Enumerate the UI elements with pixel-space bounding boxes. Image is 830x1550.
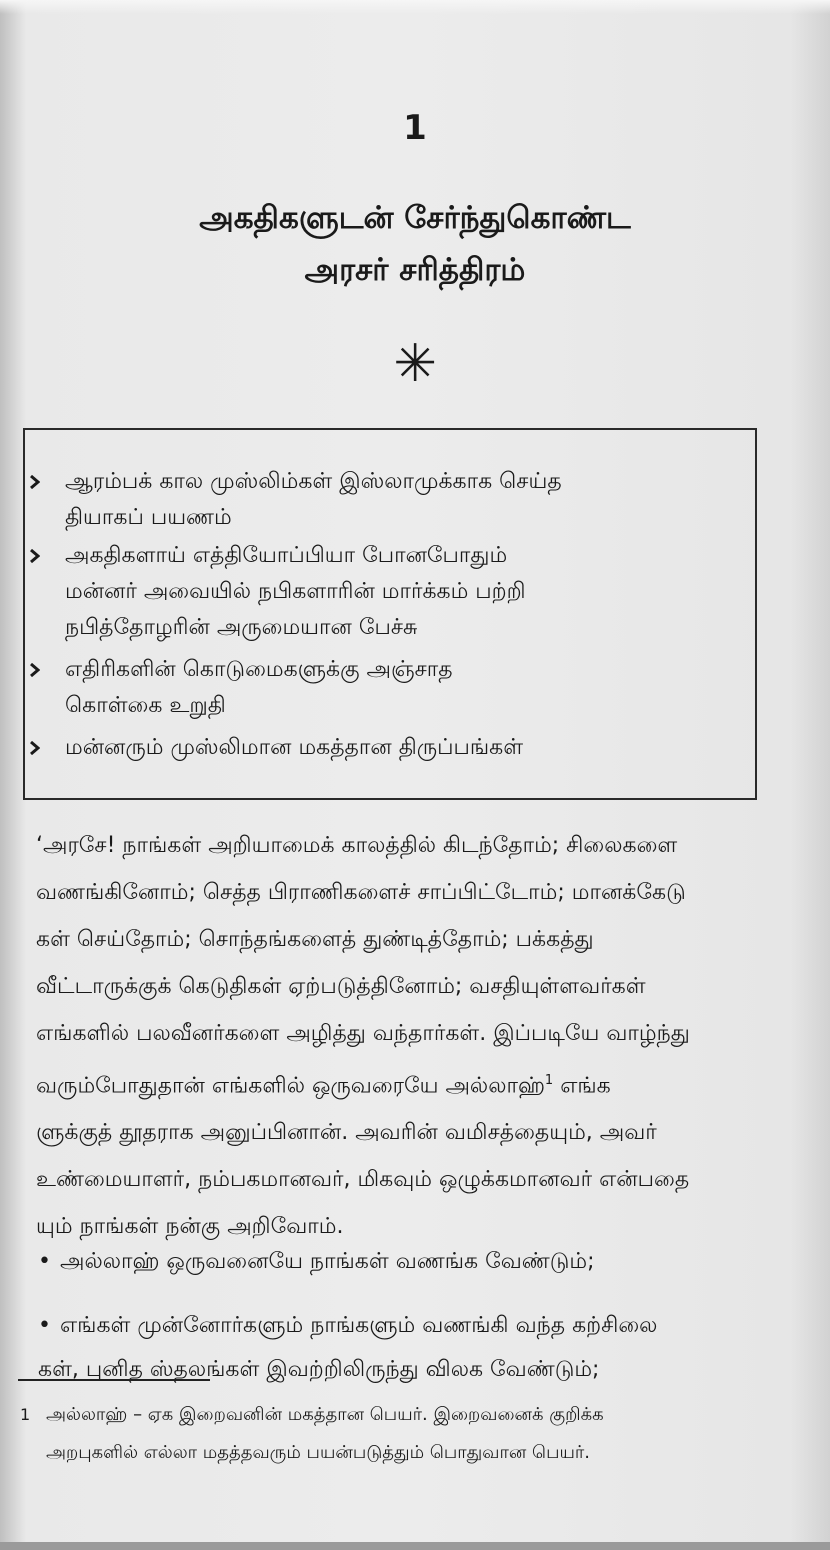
footnote-number: 1 — [20, 1405, 31, 1424]
summary-item-line: அகதிகளாய் எத்தியோப்பியா போனபோதும் — [65, 543, 508, 568]
body-line: வீட்டாருக்குக் கெடுதிகள் ஏற்படுத்தினோம்; வசதியுள்ளவர்கள் — [36, 974, 646, 999]
body-line: ளுக்குத் தூதராக அனுப்பினான். அவரின் வமிசத்தையும், அவர் — [36, 1120, 657, 1146]
summary-item-line: எதிரிகளின் கொடுமைகளுக்கு அஞ்சாத — [65, 657, 453, 682]
chevron-right-icon — [25, 464, 45, 500]
bullet-dot-icon: • — [38, 1313, 51, 1338]
summary-item — [65, 538, 665, 646]
chapter-title — [40, 192, 790, 296]
body-line-text: எங்க — [553, 1073, 611, 1099]
chapter-number: 1 — [403, 108, 427, 148]
body-line: யும் நாங்கள் நன்கு அறிவோம். — [36, 1214, 344, 1240]
summary-item-line: மன்னர் அவையில் நபிகளாரின் மார்க்கம் பற்றி — [65, 579, 526, 604]
body-line: கள் செய்தோம்; சொந்தங்களைத் துண்டித்தோம்; பக்கத்து — [36, 927, 594, 952]
chevron-right-icon — [25, 730, 45, 766]
page-top-edge — [0, 0, 830, 14]
body-line: ‘அரசே! நாங்கள் அறியாமைக் காலத்தில் கிடந்தோம்; சிலைகளை — [36, 833, 678, 858]
chevron-right-icon — [25, 652, 45, 688]
chapter-title-line-2: அரசர் சரித்திரம் — [304, 252, 526, 288]
footnote-divider — [18, 1379, 210, 1381]
bullet-line: அல்லாஹ் ஒருவனையே நாங்கள் வணங்க வேண்டும்; — [60, 1249, 595, 1274]
asterisk-ornament-icon: ✳ — [393, 334, 437, 394]
body-line: உண்மையாளர், நம்பகமானவர், மிகவும் ஒழுக்கமானவர் என்பதை — [36, 1167, 690, 1193]
body-line — [36, 1057, 758, 1109]
summary-item-line: நபித்தோழரின் அருமையான பேச்சு — [65, 615, 418, 640]
footnote-line: அறபுகளில் எல்லா மதத்தவரும் பயன்படுத்தும் பொதுவான பெயர். — [46, 1442, 591, 1463]
summary-item — [65, 730, 665, 766]
footnote-line: அல்லாஹ் – ஏக இறைவனின் மகத்தான பெயர். இறைவனைக் குறிக்க — [46, 1404, 604, 1425]
summary-item-line: கொள்கை உறுதி — [65, 693, 226, 718]
bullet-item — [38, 1240, 758, 1284]
body-line-text: வரும்போதுதான் எங்களில் ஒருவரையே அல்லாஹ் — [36, 1073, 545, 1099]
summary-item-line: மன்னரும் முஸ்லிமான மகத்தான திருப்பங்கள் — [65, 735, 524, 760]
summary-item — [65, 464, 665, 536]
summary-item — [65, 652, 665, 724]
body-line: எங்களில் பலவீனர்களை அழித்து வந்தார்கள். இப்படியே வாழ்ந்து — [36, 1021, 690, 1046]
footnote-reference: 1 — [544, 1073, 554, 1088]
summary-item-line: தியாகப் பயணம் — [65, 505, 232, 530]
chapter-title-line-1: அகதிகளுடன் சேர்ந்துகொண்ட — [199, 200, 631, 236]
bullet-dot-icon: • — [38, 1249, 51, 1274]
bullet-line: எங்கள் முன்னோர்களும் நாங்களும் வணங்கி வந்த கற்சிலை — [60, 1313, 658, 1338]
summary-item-line: ஆரம்பக் கால முஸ்லிம்கள் இஸ்லாமுக்காக செய்த — [65, 469, 562, 494]
body-paragraph — [36, 822, 758, 1250]
body-line: வணங்கினோம்; செத்த பிராணிகளைச் சாப்பிட்டோம்; மானக்கேடு — [36, 880, 686, 905]
footnote — [20, 1396, 760, 1472]
bullet-line: கள், புனித ஸ்தலங்கள் இவற்றிலிருந்து விலக வேண்டும்; — [38, 1357, 600, 1382]
chapter-summary-box — [23, 428, 757, 800]
chevron-right-icon — [25, 538, 45, 574]
page-bottom-edge — [0, 1542, 830, 1550]
